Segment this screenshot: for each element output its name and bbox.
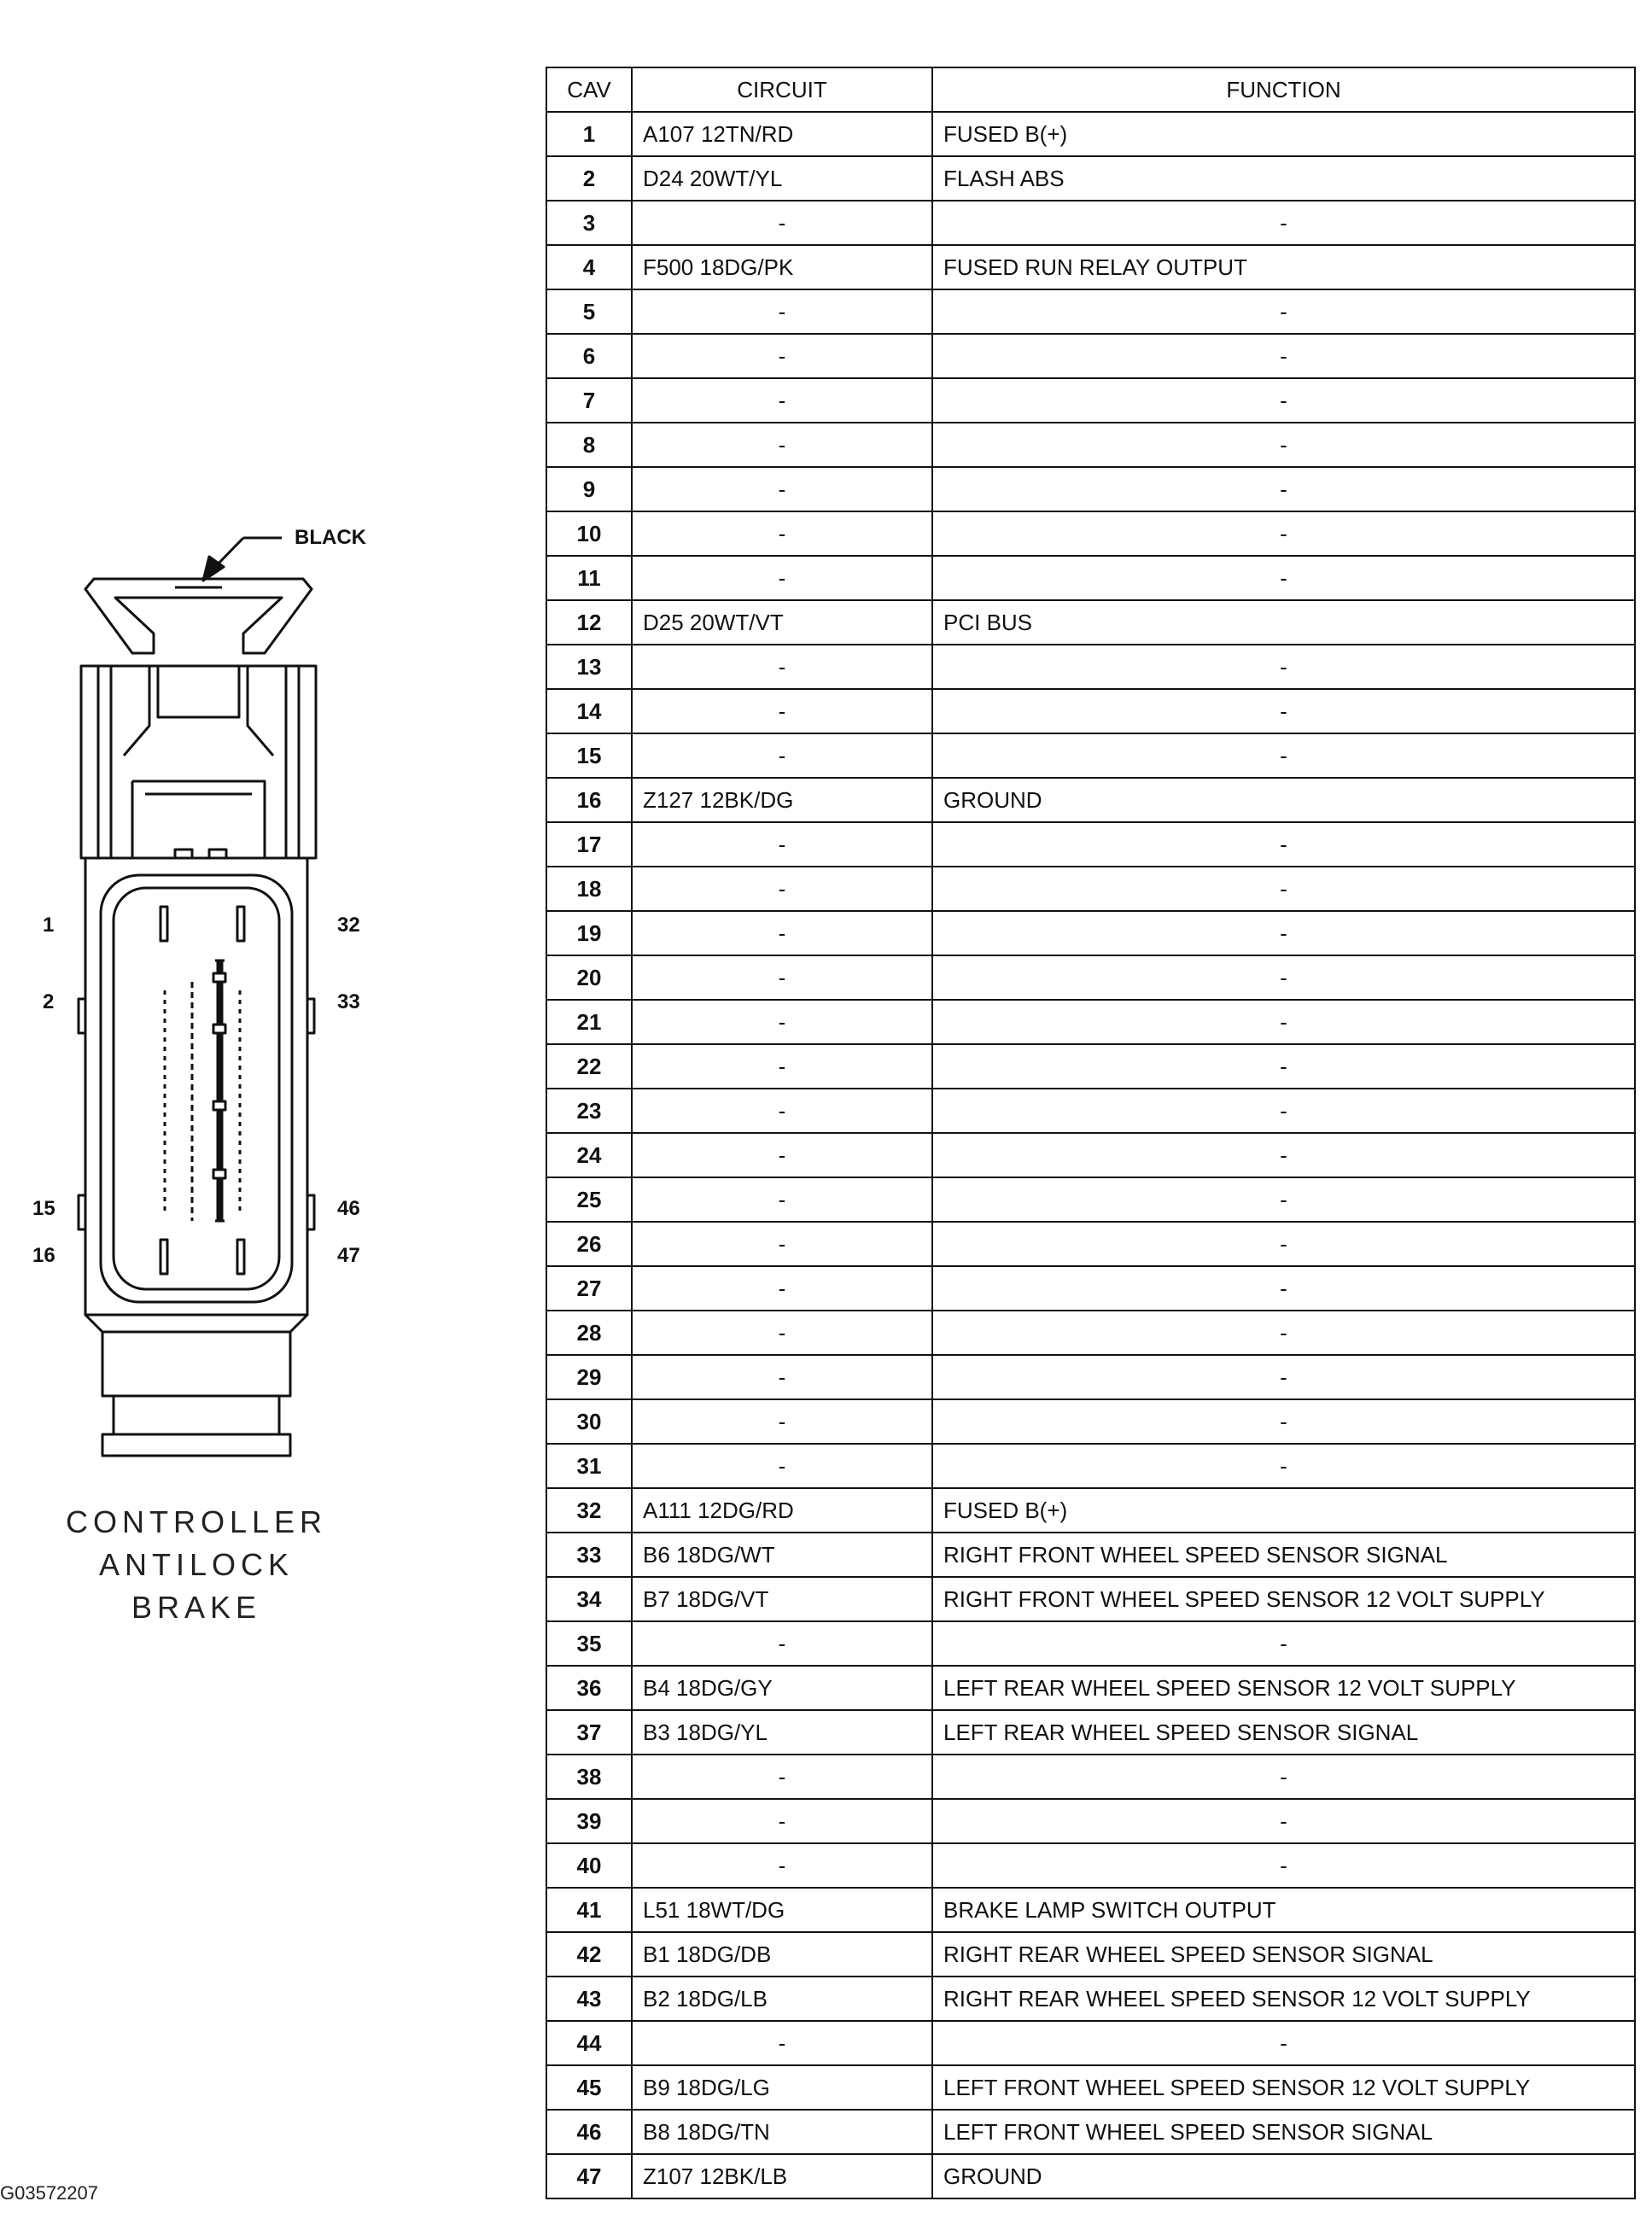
cav-cell: 26 xyxy=(546,1222,632,1266)
circuit-cell: B6 18DG/WT xyxy=(632,1533,932,1577)
function-cell: - xyxy=(932,1089,1635,1133)
connector-caption-line-3: BRAKE xyxy=(131,1590,262,1625)
function-cell: FUSED B(+) xyxy=(932,112,1635,156)
circuit-cell: - xyxy=(632,1044,932,1089)
table-row xyxy=(546,600,1635,645)
cav-cell: 23 xyxy=(546,1089,632,1133)
circuit-cell: - xyxy=(632,1000,932,1044)
circuit-cell: - xyxy=(632,1089,932,1133)
table-row xyxy=(546,1089,1635,1133)
table-row xyxy=(546,334,1635,378)
circuit-cell: D25 20WT/VT xyxy=(632,600,932,645)
circuit-cell: - xyxy=(632,1621,932,1666)
circuit-cell: F500 18DG/PK xyxy=(632,245,932,289)
table-row xyxy=(546,1444,1635,1488)
table-row xyxy=(546,867,1635,911)
circuit-cell: - xyxy=(632,955,932,1000)
table-row xyxy=(546,556,1635,600)
function-cell: - xyxy=(932,1044,1635,1089)
function-cell: FLASH ABS xyxy=(932,156,1635,201)
cav-cell: 7 xyxy=(546,378,632,423)
function-cell: - xyxy=(932,689,1635,733)
cav-cell: 44 xyxy=(546,2021,632,2065)
table-row xyxy=(546,1843,1635,1888)
cav-cell: 45 xyxy=(546,2065,632,2110)
header-cav: CAV xyxy=(546,67,632,112)
function-cell: GROUND xyxy=(932,778,1635,822)
table-row xyxy=(546,955,1635,1000)
connector-caption-line-1: CONTROLLER xyxy=(65,1504,328,1539)
table-row xyxy=(546,1799,1635,1843)
circuit-cell: - xyxy=(632,378,932,423)
function-cell: LEFT REAR WHEEL SPEED SENSOR SIGNAL xyxy=(932,1710,1635,1755)
cav-cell: 47 xyxy=(546,2154,632,2198)
connector-body xyxy=(79,858,314,1315)
circuit-cell: B1 18DG/DB xyxy=(632,1932,932,1977)
function-cell: GROUND xyxy=(932,2154,1635,2198)
circuit-cell: B3 18DG/YL xyxy=(632,1710,932,1755)
table-row xyxy=(546,289,1635,334)
circuit-cell: - xyxy=(632,822,932,867)
table-row xyxy=(546,2154,1635,2198)
circuit-cell: - xyxy=(632,867,932,911)
figure-id: G03572207 xyxy=(0,2182,98,2204)
function-cell: - xyxy=(932,955,1635,1000)
table-row xyxy=(546,689,1635,733)
table-row xyxy=(546,511,1635,556)
cav-cell: 15 xyxy=(546,733,632,778)
function-cell: - xyxy=(932,378,1635,423)
circuit-cell: A107 12TN/RD xyxy=(632,112,932,156)
cav-cell: 20 xyxy=(546,955,632,1000)
function-cell: PCI BUS xyxy=(932,600,1635,645)
cav-cell: 8 xyxy=(546,423,632,467)
function-cell: - xyxy=(932,1399,1635,1444)
function-cell: - xyxy=(932,1222,1635,1266)
table-header-row xyxy=(546,67,1635,112)
function-cell: - xyxy=(932,1799,1635,1843)
table-row xyxy=(546,911,1635,955)
connector-drawing xyxy=(0,0,529,1639)
header-function: FUNCTION xyxy=(932,67,1635,112)
table-row xyxy=(546,1044,1635,1089)
function-cell: BRAKE LAMP SWITCH OUTPUT xyxy=(932,1888,1635,1932)
function-cell: - xyxy=(932,1177,1635,1222)
function-cell: RIGHT FRONT WHEEL SPEED SENSOR 12 VOLT SUPPLY xyxy=(932,1577,1635,1621)
table-row xyxy=(546,1133,1635,1177)
table-row xyxy=(546,201,1635,245)
circuit-cell: L51 18WT/DG xyxy=(632,1888,932,1932)
circuit-cell: B9 18DG/LG xyxy=(632,2065,932,2110)
table-row xyxy=(546,778,1635,822)
cav-cell: 43 xyxy=(546,1977,632,2021)
cav-cell: 40 xyxy=(546,1843,632,1888)
function-cell: FUSED RUN RELAY OUTPUT xyxy=(932,245,1635,289)
table-row xyxy=(546,1533,1635,1577)
cav-cell: 46 xyxy=(546,2110,632,2154)
cav-cell: 11 xyxy=(546,556,632,600)
circuit-cell: - xyxy=(632,201,932,245)
connector-latch xyxy=(85,579,312,653)
circuit-cell: - xyxy=(632,423,932,467)
function-cell: - xyxy=(932,1843,1635,1888)
circuit-cell: - xyxy=(632,1177,932,1222)
circuit-cell: - xyxy=(632,556,932,600)
function-cell: - xyxy=(932,822,1635,867)
circuit-cell: - xyxy=(632,733,932,778)
table-row xyxy=(546,156,1635,201)
cav-cell: 12 xyxy=(546,600,632,645)
table-row xyxy=(546,1666,1635,1710)
terminal-cavities xyxy=(165,961,240,1221)
cav-cell: 31 xyxy=(546,1444,632,1488)
circuit-cell: - xyxy=(632,1755,932,1799)
cav-cell: 1 xyxy=(546,112,632,156)
circuit-cell: - xyxy=(632,511,932,556)
table-row xyxy=(546,1399,1635,1444)
table-row xyxy=(546,1222,1635,1266)
connector-lower-housing xyxy=(85,1315,307,1456)
cav-cell: 34 xyxy=(546,1577,632,1621)
circuit-cell: B8 18DG/TN xyxy=(632,2110,932,2154)
cav-cell: 33 xyxy=(546,1533,632,1577)
table-row xyxy=(546,1177,1635,1222)
cav-cell: 19 xyxy=(546,911,632,955)
cav-cell: 32 xyxy=(546,1488,632,1533)
circuit-cell: A111 12DG/RD xyxy=(632,1488,932,1533)
circuit-cell: - xyxy=(632,645,932,689)
circuit-cell: B7 18DG/VT xyxy=(632,1577,932,1621)
function-cell: - xyxy=(932,1355,1635,1399)
cav-cell: 17 xyxy=(546,822,632,867)
function-cell: - xyxy=(932,1444,1635,1488)
cav-cell: 36 xyxy=(546,1666,632,1710)
function-cell: - xyxy=(932,1755,1635,1799)
cav-cell: 22 xyxy=(546,1044,632,1089)
table-row xyxy=(546,2110,1635,2154)
table-row xyxy=(546,1355,1635,1399)
table-row xyxy=(546,378,1635,423)
pin-label-1: 1 xyxy=(43,914,55,937)
function-cell: LEFT FRONT WHEEL SPEED SENSOR 12 VOLT SUPPLY xyxy=(932,2065,1635,2110)
cav-cell: 28 xyxy=(546,1311,632,1355)
table-row xyxy=(546,733,1635,778)
function-cell: - xyxy=(932,733,1635,778)
function-cell: - xyxy=(932,1266,1635,1311)
table-row xyxy=(546,1000,1635,1044)
cav-cell: 39 xyxy=(546,1799,632,1843)
table-row xyxy=(546,1488,1635,1533)
function-cell: - xyxy=(932,1621,1635,1666)
circuit-cell: - xyxy=(632,911,932,955)
cav-cell: 38 xyxy=(546,1755,632,1799)
circuit-cell: - xyxy=(632,334,932,378)
circuit-cell: Z107 12BK/LB xyxy=(632,2154,932,2198)
table-row xyxy=(546,467,1635,511)
pin-label-33: 33 xyxy=(337,990,360,1013)
table-row xyxy=(546,112,1635,156)
function-cell: - xyxy=(932,467,1635,511)
cav-cell: 42 xyxy=(546,1932,632,1977)
function-cell: - xyxy=(932,511,1635,556)
cav-cell: 24 xyxy=(546,1133,632,1177)
table-row xyxy=(546,2065,1635,2110)
header-circuit: CIRCUIT xyxy=(632,67,932,112)
cav-cell: 6 xyxy=(546,334,632,378)
function-cell: - xyxy=(932,2021,1635,2065)
table-row xyxy=(546,1266,1635,1311)
table-row xyxy=(546,2021,1635,2065)
cav-cell: 35 xyxy=(546,1621,632,1666)
cav-cell: 25 xyxy=(546,1177,632,1222)
cav-cell: 21 xyxy=(546,1000,632,1044)
circuit-cell: Z127 12BK/DG xyxy=(632,778,932,822)
function-cell: - xyxy=(932,1311,1635,1355)
connector-caption-line-2: ANTILOCK xyxy=(98,1547,295,1582)
table-row xyxy=(546,1977,1635,2021)
pin-label-47: 47 xyxy=(337,1244,360,1267)
cav-cell: 13 xyxy=(546,645,632,689)
cav-cell: 2 xyxy=(546,156,632,201)
function-cell: - xyxy=(932,1133,1635,1177)
function-cell: - xyxy=(932,645,1635,689)
pin-label-15: 15 xyxy=(32,1197,55,1220)
circuit-cell: - xyxy=(632,1266,932,1311)
circuit-cell: D24 20WT/YL xyxy=(632,156,932,201)
cav-cell: 14 xyxy=(546,689,632,733)
circuit-cell: - xyxy=(632,1799,932,1843)
function-cell: - xyxy=(932,289,1635,334)
connector-color-label: BLACK xyxy=(295,526,366,549)
cav-cell: 27 xyxy=(546,1266,632,1311)
function-cell: - xyxy=(932,867,1635,911)
pin-label-2: 2 xyxy=(43,990,55,1013)
circuit-cell: - xyxy=(632,289,932,334)
circuit-cell: - xyxy=(632,1311,932,1355)
color-leader-arrow xyxy=(203,538,282,581)
function-cell: - xyxy=(932,334,1635,378)
table-row xyxy=(546,822,1635,867)
pinout-table xyxy=(546,67,1636,2199)
connector-upper-housing xyxy=(81,666,316,858)
circuit-cell: - xyxy=(632,1222,932,1266)
pinout-body xyxy=(546,112,1635,2198)
function-cell: - xyxy=(932,911,1635,955)
cav-cell: 16 xyxy=(546,778,632,822)
function-cell: - xyxy=(932,556,1635,600)
table-row xyxy=(546,645,1635,689)
table-row xyxy=(546,423,1635,467)
cav-cell: 10 xyxy=(546,511,632,556)
table-row xyxy=(546,1755,1635,1799)
circuit-cell: - xyxy=(632,1355,932,1399)
table-row xyxy=(546,1888,1635,1932)
table-row xyxy=(546,1621,1635,1666)
table-row xyxy=(546,1577,1635,1621)
function-cell: RIGHT REAR WHEEL SPEED SENSOR 12 VOLT SUPPLY xyxy=(932,1977,1635,2021)
function-cell: LEFT FRONT WHEEL SPEED SENSOR SIGNAL xyxy=(932,2110,1635,2154)
function-cell: - xyxy=(932,423,1635,467)
function-cell: LEFT REAR WHEEL SPEED SENSOR 12 VOLT SUPPLY xyxy=(932,1666,1635,1710)
function-cell: - xyxy=(932,201,1635,245)
circuit-cell: - xyxy=(632,689,932,733)
pin-label-32: 32 xyxy=(337,914,360,937)
table-row xyxy=(546,1710,1635,1755)
circuit-cell: B4 18DG/GY xyxy=(632,1666,932,1710)
cav-cell: 5 xyxy=(546,289,632,334)
function-cell: FUSED B(+) xyxy=(932,1488,1635,1533)
circuit-cell: - xyxy=(632,1399,932,1444)
circuit-cell: - xyxy=(632,467,932,511)
circuit-cell: - xyxy=(632,1843,932,1888)
cav-cell: 41 xyxy=(546,1888,632,1932)
pin-label-16: 16 xyxy=(32,1244,55,1267)
pin-label-46: 46 xyxy=(337,1197,360,1220)
cav-cell: 30 xyxy=(546,1399,632,1444)
table-row xyxy=(546,245,1635,289)
cav-cell: 18 xyxy=(546,867,632,911)
table-row xyxy=(546,1311,1635,1355)
function-cell: RIGHT REAR WHEEL SPEED SENSOR SIGNAL xyxy=(932,1932,1635,1977)
cav-cell: 9 xyxy=(546,467,632,511)
circuit-cell: - xyxy=(632,1133,932,1177)
cav-cell: 37 xyxy=(546,1710,632,1755)
circuit-cell: - xyxy=(632,2021,932,2065)
cav-cell: 3 xyxy=(546,201,632,245)
cav-cell: 4 xyxy=(546,245,632,289)
circuit-cell: B2 18DG/LB xyxy=(632,1977,932,2021)
circuit-cell: - xyxy=(632,1444,932,1488)
table-row xyxy=(546,1932,1635,1977)
function-cell: RIGHT FRONT WHEEL SPEED SENSOR SIGNAL xyxy=(932,1533,1635,1577)
function-cell: - xyxy=(932,1000,1635,1044)
cav-cell: 29 xyxy=(546,1355,632,1399)
